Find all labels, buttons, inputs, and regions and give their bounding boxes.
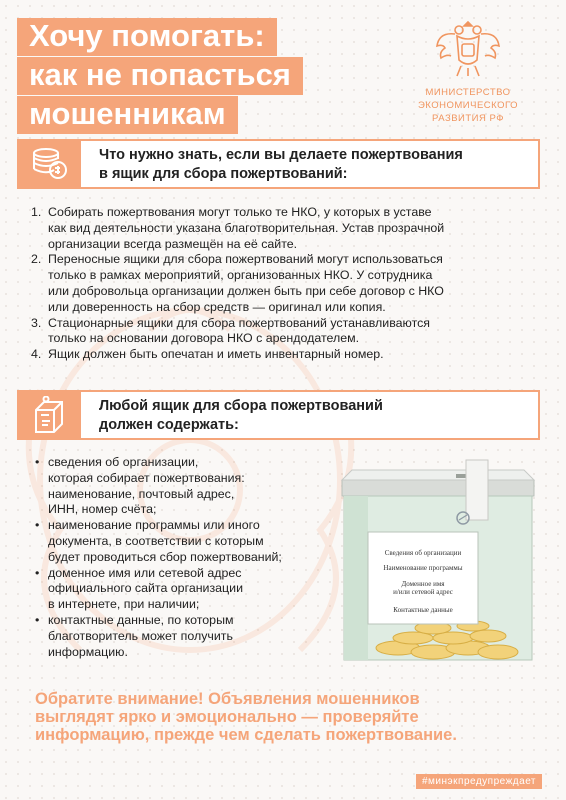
section-1-banner: [17, 139, 540, 189]
title-line: как не попасться: [17, 57, 303, 95]
page-title: [17, 18, 303, 135]
ministry-name: МИНИСТЕРСТВО: [425, 87, 511, 98]
donation-box-illustration: [338, 452, 538, 662]
ministry-logo: [400, 16, 536, 125]
card-line-address: и/или сетевой адрес: [393, 588, 453, 596]
ministry-name: ЭКОНОМИЧЕСКОГО: [418, 100, 518, 111]
list-item: • доменное имя или сетевой адрес официального сайта организации в интернете, при наличии;: [33, 566, 333, 613]
card-line-domain: Доменное имя: [401, 580, 445, 588]
title-line: мошенникам: [17, 96, 238, 134]
section-2-title: Любой ящик для сбора пожертвований должен содержать:: [99, 398, 383, 433]
card-line-organization: Сведения об организации: [384, 549, 462, 557]
warning-note: Обратите внимание! Объявления мошенников выглядят ярко и эмоционально — проверяйте информацию, прежде чем сделать пожертвование.: [35, 690, 457, 744]
list-item: 4. Ящик должен быть опечатан и иметь инвентарный номер.: [31, 347, 384, 362]
emblem-icon: [433, 16, 503, 80]
section-2-banner: [17, 390, 540, 440]
list-item: 1. Собирать пожертвования могут только те НКО, у которых в уставе как вид деятельности указана благотворительная. Устав прозрачной организации всегда размещён на её сайте.: [31, 205, 445, 251]
title-line: Хочу помогать:: [17, 18, 277, 56]
list-item: 3. Стационарные ящики для сбора пожертвований устанавливаются только на основании договора НКО с арендодателем.: [31, 315, 431, 346]
coins-icon: [17, 139, 81, 189]
card-line-contacts: Контактные данные: [393, 606, 453, 614]
list-item: • контактные данные, по которым благотворитель может получить информацию.: [33, 613, 333, 660]
hashtag-badge: #минэкпредупреждает: [416, 774, 542, 789]
box-contents-list: [33, 455, 333, 660]
list-item: • наименование программы или иного документа, в соответствии с которым будет проводиться сбор пожертвований;: [33, 518, 333, 565]
list-item: 2. Переносные ящики для сбора пожертвований могут использоваться только в рамках мероприятий, организованных НКО. У сотрудника или добровольца организации должен быть при себе договор с НКО или доверенность на сбор средств — оригинал или копия.: [31, 252, 444, 314]
requirements-list: [31, 205, 511, 363]
card-line-program: Наименование программы: [383, 564, 463, 572]
list-item: • сведения об организации, которая собирает пожертвования: наименование, почтовый адрес, ИНН, номер счёта;: [33, 455, 333, 518]
donation-box-icon: [17, 390, 81, 440]
ministry-name: РАЗВИТИЯ РФ: [432, 113, 504, 124]
section-1-title: Что нужно знать, если вы делаете пожертвования в ящик для сбора пожертвований:: [99, 147, 463, 182]
